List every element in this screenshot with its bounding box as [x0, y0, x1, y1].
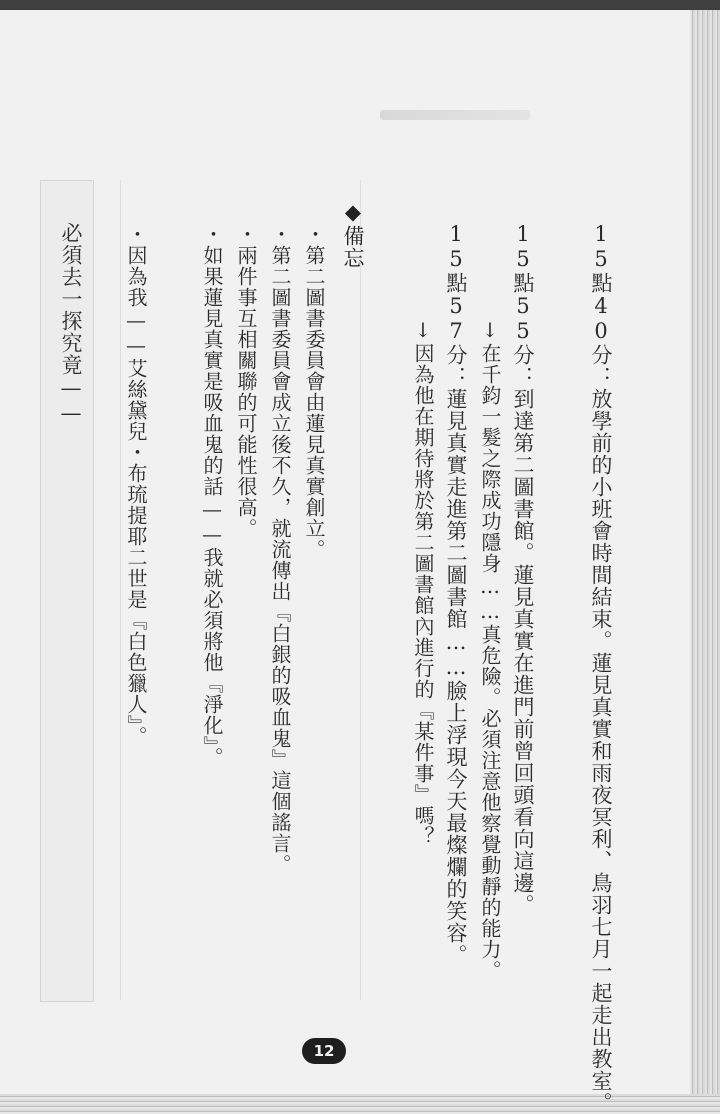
memo-item-1: ・第二圖書委員會由蓮見真實創立。 — [302, 224, 326, 560]
memo-heading: ◆備忘 — [341, 200, 365, 269]
log-entry-1540: 15點40分：放學前的小班會時間結束。蓮見真實和雨夜冥利、鳥羽七月一起走出教室。 — [589, 222, 613, 1114]
log-entry-1555: 15點55分：到達第二圖書館。蓮見真實在進門前曾回頭看向這邊。 — [511, 222, 535, 916]
memo-item-4: ・如果蓮見真實是吸血鬼的話——我就必須將他『淨化』。 — [200, 224, 224, 768]
log-note-expectation: ↓因為他在期待將於第二圖書館內進行的『某件事』嗎？ — [411, 318, 435, 847]
log-entry-1557: 15點57分：蓮見真實走進第二圖書館……臉上浮現今天最燦爛的笑容。 — [444, 222, 468, 966]
memo-item-3: ・兩件事互相關聯的可能性很高。 — [234, 224, 258, 539]
side-title: 必須去一探究竟—— — [59, 222, 83, 426]
scan-top-border — [0, 0, 720, 10]
page-number-badge: 12 — [302, 1038, 346, 1064]
bleed-through-header — [380, 110, 530, 120]
bleed-through-line — [120, 180, 121, 1000]
page-stack-edge — [690, 10, 720, 1114]
memo-item-5: ・因為我——艾絲黛兒・布琉提耶二世是『白色獵人』。 — [124, 224, 148, 747]
log-note-hidden: ↓在千鈞一髮之際成功隱身……真危險。必須注意他察覺動靜的能力。 — [478, 318, 502, 981]
bleed-through-line — [360, 180, 361, 1000]
memo-item-2: ・第二圖書委員會成立後不久，就流傳出『白銀的吸血鬼』這個謠言。 — [268, 224, 292, 875]
